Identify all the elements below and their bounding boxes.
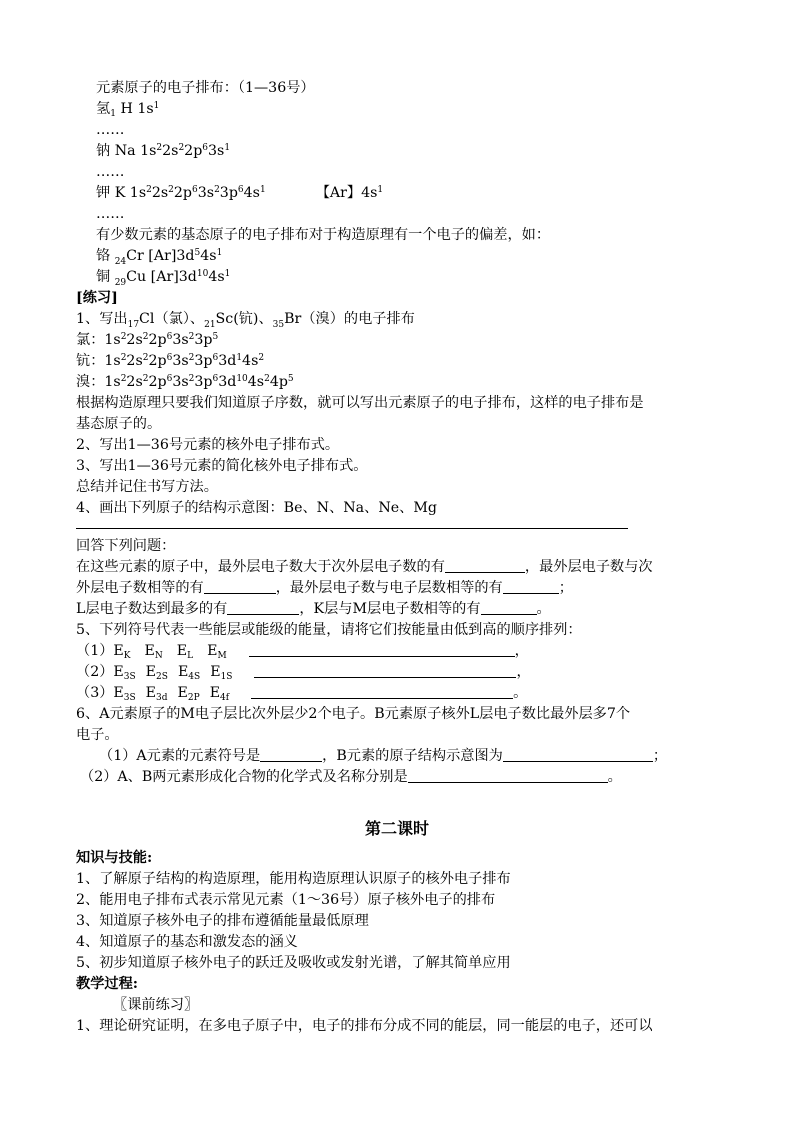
q-text: ，K层与M层电子数相等的有	[299, 601, 481, 617]
q-text: ，最外层电子数与电子层数相等的有	[275, 580, 503, 596]
answer-line-2	[76, 578, 573, 598]
q-text: ；	[558, 580, 573, 596]
q-text: 1、写出	[76, 311, 128, 327]
config-text: Cr [Ar]3d	[126, 248, 195, 264]
answer-blank[interactable]	[254, 663, 516, 678]
energy-symbol: E	[113, 685, 124, 701]
item-number: （2）	[76, 664, 114, 680]
energy-symbol: E	[113, 664, 124, 680]
superscript: 2	[214, 185, 220, 195]
answer-blank[interactable]	[481, 600, 537, 615]
q-text: ；	[652, 748, 668, 764]
energy-symbol: E	[209, 685, 221, 701]
config-label: 氯：1s	[76, 332, 121, 348]
orbital: 4s	[242, 353, 259, 369]
orbital: 3s	[172, 374, 189, 390]
energy-symbol: E	[144, 643, 155, 659]
config-hydrogen	[96, 99, 159, 119]
question-6: 6、A元素原子的M电子层比次外层少2个电子。B元素原子核外L层电子数比最外层多7个	[76, 706, 631, 722]
energy-symbol: E	[145, 685, 157, 701]
q-text: （2）A、B两元素形成化合物的化学式及名称分别是	[80, 769, 408, 785]
superscript: 6	[212, 353, 219, 363]
superscript: 2	[156, 143, 163, 153]
q-text: 。	[536, 601, 551, 617]
answer-blank[interactable]	[260, 747, 322, 762]
subscript: M	[217, 651, 227, 661]
exception-note: 有少数元素的基态原子的电子排布对于构造原理有一个电子的偏差，如：	[96, 227, 551, 243]
orbital: 2s	[126, 353, 143, 369]
superscript: 1	[377, 185, 384, 195]
orbital: 3p	[194, 353, 213, 369]
answer-line-1	[76, 557, 653, 577]
orbital: 2s	[126, 332, 143, 348]
q-text: ，最外层电子数与次	[524, 559, 653, 575]
q-text: ，	[514, 643, 529, 659]
question-5-3	[76, 683, 527, 703]
superscript: 6	[192, 185, 198, 195]
superscript: 6	[166, 374, 173, 384]
element-name: 铜	[96, 269, 115, 285]
answer-line-3	[76, 599, 551, 619]
q-text: 。	[607, 769, 622, 785]
ellipsis: ……	[96, 164, 125, 180]
question-6-1	[99, 746, 667, 766]
superscript: 1	[259, 185, 266, 195]
q-text: （1）A元素的元素符号是	[99, 748, 261, 764]
config-chromium	[96, 246, 222, 268]
orbital: 4s	[208, 269, 225, 285]
question-2: 2、写出1—36号元素的核外电子排布式。	[76, 437, 340, 453]
subscript: K	[123, 651, 131, 661]
element-symbol: H 1s	[115, 101, 154, 117]
element-name: 铬	[96, 248, 115, 264]
answer-heading: 回答下列问题：	[76, 538, 176, 554]
answer-blank[interactable]	[408, 768, 608, 783]
ellipsis: ……	[96, 206, 125, 222]
paragraph-line: 根据构造原理只要我们知道原子序数，就可以写出元素原子的电子排布，这样的电子排布是	[76, 395, 644, 411]
subscript: 3d	[156, 693, 168, 703]
config-chlorine	[76, 330, 218, 350]
q-text: Sc(钪)、	[215, 311, 273, 327]
skill-item: 2、能用电子排布式表示常见元素（1～36号）原子核外电子的排布	[76, 892, 496, 908]
subscript: N	[154, 651, 163, 661]
superscript: 6	[166, 332, 173, 342]
energy-symbol: E	[176, 643, 188, 659]
superscript: 2	[188, 374, 195, 384]
orbital: 2p	[148, 353, 167, 369]
question-5-2	[76, 662, 531, 682]
orbital: 3p	[219, 185, 238, 201]
answer-blank[interactable]	[227, 600, 299, 615]
question-6-cont: 电子。	[76, 727, 119, 743]
orbital: 2p	[173, 185, 193, 201]
item-number: （1）	[76, 643, 114, 659]
orbital: 4s	[200, 248, 217, 264]
orbital: 4s	[243, 185, 260, 201]
subscript: L	[187, 651, 194, 661]
question-1	[76, 309, 415, 331]
orbital: 3s	[172, 332, 189, 348]
practice-heading: [练习]	[76, 290, 118, 306]
skills-heading: 知识与技能:	[76, 850, 153, 866]
question-4: 4、画出下列原子的结构示意图：Be、N、Na、Ne、Mg	[76, 500, 437, 516]
superscript: 2	[264, 374, 270, 384]
subscript: 2S	[156, 672, 168, 682]
ellipsis: ……	[96, 122, 125, 138]
subscript: 3S	[123, 672, 136, 682]
superscript: 6	[237, 185, 244, 195]
question-6-2	[80, 767, 622, 787]
superscript: 1	[224, 269, 231, 279]
q-text: Cl（氯）、	[139, 311, 205, 327]
superscript: 2	[120, 353, 127, 363]
answer-blank[interactable]	[251, 684, 513, 699]
item-number: （3）	[76, 685, 114, 701]
energy-symbol: E	[177, 664, 189, 680]
process-heading: 教学过程:	[76, 976, 138, 992]
orbital: 2p	[148, 374, 167, 390]
skill-item: 1、了解原子结构的构造原理，能用构造原理认识原子的核外电子排布	[76, 871, 511, 887]
skill-item: 3、知道原子核外电子的排布遵循能量最低原理	[76, 913, 369, 929]
superscript: 1	[153, 101, 160, 111]
question-3: 3、写出1—36号元素的简化核外电子排布式。	[76, 458, 368, 474]
subscript: 1S	[220, 672, 233, 682]
q-text: ，B元素的原子结构示意图为	[322, 748, 503, 764]
config-sodium	[96, 141, 230, 161]
answer-blank[interactable]	[204, 579, 276, 594]
skill-item: 5、初步知道原子核外电子的跃迁及吸收或发射光谱，了解其简单应用	[76, 955, 511, 971]
superscript: 10	[236, 374, 248, 384]
config-potassium	[96, 183, 383, 203]
lesson-title: 第二课时	[364, 819, 429, 838]
config-copper	[96, 267, 230, 289]
orbital: 3p	[194, 332, 213, 348]
orbital: 2s	[162, 143, 179, 159]
superscript: 2	[146, 185, 152, 195]
superscript: 2	[120, 374, 127, 384]
atomic-number: 17	[127, 320, 140, 330]
q-text: 在这些元素的原子中，最外层电子数大于次外层电子数的有	[76, 559, 445, 575]
superscript: 1	[224, 143, 231, 153]
superscript: 10	[196, 269, 209, 279]
superscript: 2	[258, 353, 265, 363]
config-label: 钠 Na 1s	[96, 143, 157, 159]
orbital: 4p	[269, 374, 288, 390]
drawing-area-line	[76, 528, 628, 529]
subscript: 4f	[220, 693, 230, 703]
subscript: 3S	[123, 693, 136, 703]
config-text: Cu [Ar]3d	[126, 269, 197, 285]
superscript: 1	[216, 248, 223, 258]
orbital: 2p	[184, 143, 203, 159]
q-text: 外层电子数相等的有	[76, 580, 204, 596]
superscript: 2	[120, 332, 127, 342]
orbital: 3s	[172, 353, 189, 369]
pre-practice-heading: 〖课前练习〗	[113, 997, 199, 1013]
config-label: 钪：1s	[76, 353, 121, 369]
config-scandium	[76, 351, 264, 371]
superscript: 2	[178, 143, 185, 153]
energy-symbol: E	[207, 643, 218, 659]
summary-line: 总结并记住书写方法。	[76, 479, 218, 495]
superscript: 5	[287, 374, 294, 384]
q-text: ，	[516, 664, 531, 680]
superscript: 5	[194, 248, 201, 258]
practice-item: 1、理论研究证明，在多电子原子中，电子的排布分成不同的能层，同一能层的电子，还可以	[76, 1018, 653, 1034]
section-heading: 元素原子的电子排布：（1—36号）	[96, 80, 315, 96]
orbital: 2p	[148, 332, 167, 348]
atomic-number: 29	[114, 278, 127, 288]
superscript: 2	[142, 374, 149, 384]
energy-symbol: E	[177, 685, 188, 701]
answer-blank[interactable]	[503, 747, 653, 762]
superscript: 1	[236, 353, 243, 363]
orbital: 4s	[247, 374, 265, 390]
subscript: 4S	[188, 672, 201, 682]
orbital: 3p	[194, 374, 213, 390]
q-text: Br（溴）的电子排布	[284, 311, 415, 327]
config-label: 溴：1s	[76, 374, 121, 390]
answer-blank[interactable]	[503, 579, 559, 594]
superscript: 6	[212, 374, 219, 384]
superscript: 2	[188, 353, 195, 363]
superscript: 6	[202, 143, 209, 153]
q-text: 。	[513, 685, 528, 701]
orbital: 3d	[218, 374, 237, 390]
orbital: 3s	[208, 143, 225, 159]
superscript: 2	[142, 353, 149, 363]
superscript: 6	[166, 353, 173, 363]
atomic-number: 35	[272, 320, 285, 330]
config-bromine	[76, 372, 294, 392]
q-text: L层电子数达到最多的有	[76, 601, 228, 617]
orbital: 2s	[126, 374, 143, 390]
answer-blank[interactable]	[249, 642, 515, 657]
answer-blank[interactable]	[445, 558, 525, 573]
atomic-number: 24	[114, 257, 127, 267]
config-label: 钾 K 1s	[96, 185, 147, 201]
orbital: 3s	[197, 185, 215, 201]
superscript: 2	[168, 185, 174, 195]
short-config: 【Ar】4s	[315, 185, 378, 201]
superscript: 2	[142, 332, 149, 342]
atomic-number: 21	[204, 320, 216, 330]
orbital: 2s	[151, 185, 169, 201]
subscript: 2P	[187, 693, 200, 703]
question-5: 5、下列符号代表一些能层或能级的能量，请将它们按能量由低到高的顺序排列：	[76, 622, 582, 638]
energy-symbol: E	[113, 643, 124, 659]
subscript: 1	[110, 109, 116, 119]
superscript: 5	[212, 332, 219, 342]
question-5-1	[76, 641, 529, 661]
energy-symbol: E	[210, 664, 221, 680]
superscript: 2	[188, 332, 195, 342]
energy-symbol: E	[145, 664, 157, 680]
paragraph-line: 基态原子的。	[76, 416, 162, 432]
orbital: 3d	[218, 353, 237, 369]
skill-item: 4、知道原子的基态和激发态的涵义	[76, 934, 298, 950]
element-name: 氢	[96, 101, 111, 117]
